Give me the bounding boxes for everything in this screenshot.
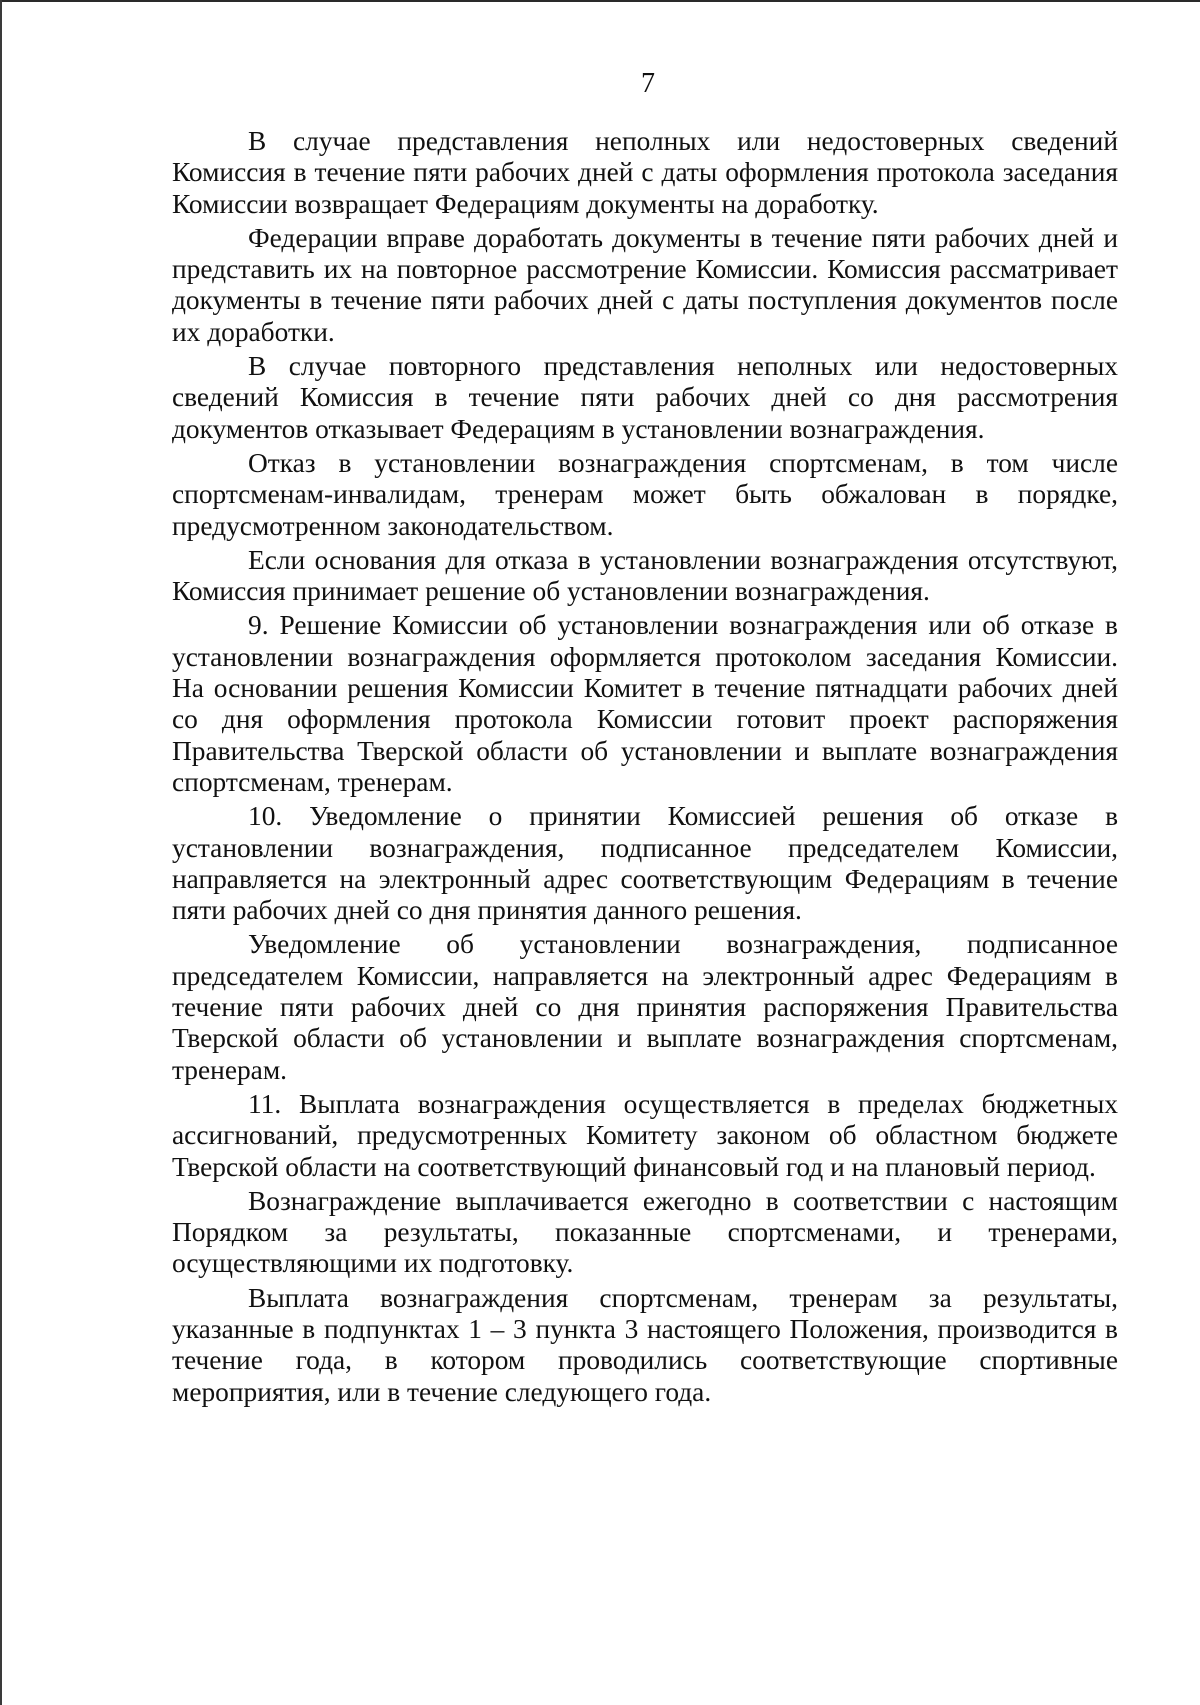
scan-edge-top [0,0,1200,2]
paragraph: В случае повторного представления неполных или недостоверных сведений Комиссия в течение пяти рабочих дней со дня рассмотрения документов отказывает Федерациям в установлении вознаграждения. [172,351,1118,444]
scan-edge-left [0,0,2,1705]
paragraph: 11. Выплата вознаграждения осуществляется в пределах бюджетных ассигнований, предусмотренных Комитету законом об областном бюджете Тверской области на соответствующий финансовый год и на плановый период. [172,1088,1118,1182]
paragraph: Выплата вознаграждения спортсменам, тренерам за результаты, указанные в подпунктах 1 – 3 пункта 3 настоящего Положения, производится в течение года, в котором проводились соответствующие спортивные мероприятия, или в течение следующего года. [172,1282,1118,1407]
paragraph: В случае представления неполных или недостоверных сведений Комиссия в течение пяти рабочих дней с даты оформления протокола заседания Комиссии возвращает Федерациям документы на доработку. [172,126,1118,219]
document-body [172,126,1118,1408]
paragraph: 10. Уведомление о принятии Комиссией решения об отказе в установлении вознаграждения, подписанное председателем Комиссии, направляется на электронный адрес соответствующим Федерациям в течение пяти рабочих дней со дня принятия данного решения. [172,801,1118,926]
paragraph: Отказ в установлении вознаграждения спортсменам, в том числе спортсменам-инвалидам, тренерам может быть обжалован в порядке, предусмотренном законодательством. [172,447,1118,541]
paragraph: Уведомление об установлении вознаграждения, подписанное председателем Комиссии, направляется на электронный адрес Федерациям в течение пяти рабочих дней со дня принятия распоряжения Правительства Тверской области об установлении и выплате вознаграждения спортсменам, тренерам. [172,929,1118,1085]
page-number: 7 [641,68,655,99]
paragraph: 9. Решение Комиссии об установлении вознаграждения или об отказе в установлении вознаграждения оформляется протоколом заседания Комиссии. На основании решения Комиссии Комитет в течение пятнадцати рабочих дней со дня оформления протокола Комиссии готовит проект распоряжения Правительства Тверской области об установлении и выплате вознаграждения спортсменам, тренерам. [172,610,1118,797]
paragraph: Федерации вправе доработать документы в течение пяти рабочих дней и представить их на повторное рассмотрение Комиссии. Комиссия рассматривает документы в течение пяти рабочих дней с даты поступления документов после их доработки. [172,222,1118,347]
paragraph: Вознаграждение выплачивается ежегодно в соответствии с настоящим Порядком за результаты, показанные спортсменами, и тренерами, осуществляющими их подготовку. [172,1185,1118,1279]
paragraph: Если основания для отказа в установлении вознаграждения отсутствуют, Комиссия принимает решение об установлении вознаграждения. [172,544,1118,607]
